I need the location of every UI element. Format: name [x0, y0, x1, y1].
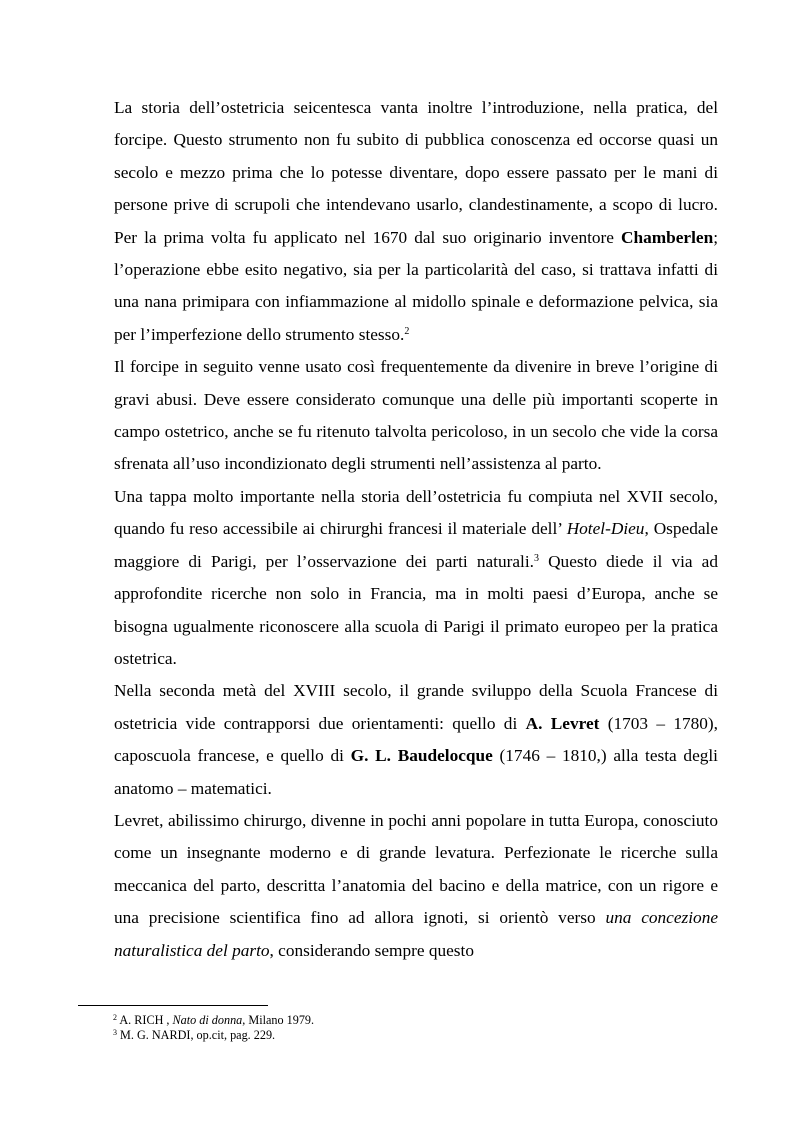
footnotes [113, 1013, 713, 1043]
text-run: (1746 – 1810,) alla testa degli anatomo – matematici. [114, 746, 718, 798]
text-run: (1703 – 1780), caposcuola francese, e quello di [114, 713, 718, 766]
text-run: Una tappa molto importante nella storia dell’ostetricia fu compiuta nel XVII secolo, quando fu reso accessibile ai chirurghi francesi il materiale dell’ [114, 486, 718, 539]
paragraph [114, 351, 718, 481]
footnote-marker: 3 [113, 1028, 117, 1037]
text-run: M. G. NARDI, op.cit, pag. 229. [117, 1028, 276, 1042]
italic-text: Hotel-Dieu [566, 519, 645, 539]
text-run: Nella seconda metà del XVIII secolo, il grande sviluppo della Scuola Francese di ostetricia vide contrapporsi due orientamenti: quello di [114, 681, 718, 733]
text-run: Questo diede il via ad approfondite ricerche non solo in Francia, ma in molti paesi d’Europa, anche se bisogna ugualmente riconoscere alla scuola di Parigi il primato europeo per la pratica ostetrica. [114, 551, 718, 668]
text-run: , considerando sempre questo [269, 940, 474, 960]
paragraph [114, 481, 718, 675]
italic-text: Nato di donna [172, 1013, 243, 1027]
text-run: Il forcipe in seguito venne usato così frequentemente da divenire in breve l’origine di gravi abusi. Deve essere considerato comunque una delle più importanti scoperte in campo ostetrico, anche se fu ritenuto talvolta pericoloso, in un secolo che vide la corsa sfrenata all’uso incondizionato degli strumenti nell’assistenza al parto. [114, 357, 718, 474]
text-run: , Milano 1979. [242, 1013, 315, 1027]
text-run: La storia dell’ostetricia seicentesca vanta inoltre l’introduzione, nella pratica, del forcipe. Questo strumento non fu subito di pubblica conoscenza ed occorse quasi un secolo e mezzo prima che lo potesse diventare, dopo essere passato per le mani di persone prive di scrupoli che intendevano usarlo, clandestinamente, a scopo di lucro. Per la prima volta fu applicato nel 1670 dal suo originario inventore [114, 98, 718, 247]
text-run: , Ospedale maggiore di Parigi, per l’osservazione dei parti naturali. [114, 519, 718, 571]
bold-text: A. Levret [525, 713, 600, 733]
paragraph [114, 805, 718, 967]
bold-text: Chamberlen [621, 227, 714, 247]
footnote-marker: 3 [533, 552, 539, 564]
footnote-marker: 2 [113, 1013, 117, 1022]
bold-text: G. L. Baudelocque [350, 746, 493, 766]
paragraph [114, 92, 718, 351]
text-run: ; l’operazione ebbe esito negativo, sia per la particolarità del caso, si trattava infatti di una nana primipara con infiammazione al midollo spinale e deformazione pelvica, sia per l’imperfezione dello strumento stesso. [114, 227, 718, 344]
paragraph [114, 675, 718, 805]
text-run: A. RICH , [117, 1013, 173, 1027]
italic-text: una concezione naturalistica del parto [114, 908, 719, 960]
text-run: Levret, abilissimo chirurgo, divenne in pochi anni popolare in tutta Europa, conosciuto come un insegnante moderno e di grande levatura. Perfezionate le ricerche sulla meccanica del parto, descritta l’anatomia del bacino e della matrice, con un rigore e una precisione scientifica fino ad allora ignoti, si orientò verso [114, 810, 718, 928]
footnote-divider [78, 1005, 268, 1006]
body-text [114, 92, 718, 967]
footnote-marker: 2 [404, 325, 410, 337]
footnote [113, 1013, 713, 1028]
footnote [113, 1028, 713, 1043]
